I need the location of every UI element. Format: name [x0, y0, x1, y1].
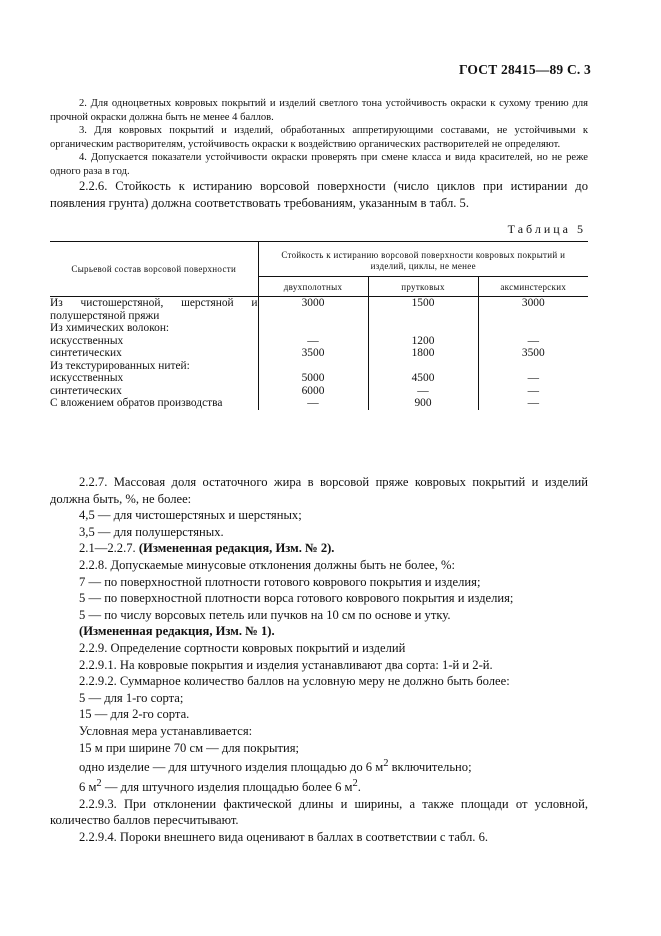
col-header-axminster: аксминстерских — [478, 277, 588, 297]
superscript: 2 — [352, 777, 358, 789]
cell-two-piece — [258, 372, 368, 397]
cell-value: — — [527, 372, 539, 384]
amendment-note-2 — [50, 540, 588, 557]
table-row — [50, 372, 588, 397]
cell-rod — [368, 372, 478, 397]
table-row — [50, 335, 588, 360]
amendment-label: (Измененная редакция, Изм. № 2). — [138, 541, 335, 556]
notes-block — [50, 97, 588, 178]
note-4: 4. Допускается показатели устойчивости окраски проверять при смене класса и вида красителей, но не реже одного раза в год. — [50, 152, 588, 177]
cell-value: 5000 — [301, 372, 325, 384]
amendment-label: (Измененная редакция, Изм. № 1). — [79, 624, 275, 639]
col-header-two-piece: двухполотных — [258, 277, 368, 297]
page-header: ГОСТ 28415—89 С. 3 — [458, 62, 591, 77]
clause-2-2-9-3: 2.2.9.3. При отклонении фактической длины и ширины, а также площади от условной, количество баллов пересчитывают. — [50, 796, 588, 828]
text-part: включительно; — [388, 760, 472, 775]
cell-axminster — [478, 335, 588, 360]
row-label: Из текстурированных нитей: — [50, 360, 258, 373]
note-3: 3. Для ковровых покрытий и изделий, обработанных аппретирующими составами, не устойчивыми к органическим растворителям, устойчивость окраски к воздействию органических растворителей не определяют. — [50, 125, 588, 150]
text-part: — для штучного изделия площадью более 6 м — [101, 780, 353, 795]
list-item: 5 — для 1-го сорта; — [79, 690, 184, 705]
clause-2-2-6-text: 2.2.6. Стойкость к истиранию ворсовой поверхности (число циклов при истирании до появления грунта) должна соответствовать требованиям, указанным в табл. 5. — [50, 179, 588, 210]
cell-two-piece — [258, 335, 368, 360]
table-row — [50, 397, 588, 410]
list-item: 5 — по поверхностной плотности ворса готового коврового покрытия и изделия; — [79, 591, 514, 606]
clause-2-2-9-1: 2.2.9.1. На ковровые покрытия и изделия устанавливают два сорта: 1-й и 2-й. — [79, 657, 493, 672]
cell-two-piece: 3000 — [301, 297, 325, 309]
clause-2-2-7: 2.2.7. Массовая доля остаточного жира в ворсовой пряже ковровых покрытий и изделий должна быть, %, не более: — [50, 475, 588, 506]
row-label-line: синтетических — [50, 384, 122, 397]
col-header-abrasion: Стойкость к истиранию ворсовой поверхности ковровых покрытий и изделий, циклы, не менее — [258, 242, 588, 277]
row-label-line: искусственных — [50, 334, 124, 347]
table-caption: Таблица 5 — [507, 222, 586, 236]
superscript: 2 — [383, 758, 389, 770]
amendment-note-1 — [50, 623, 588, 640]
cell-value: 3500 — [521, 347, 545, 359]
cell-value: — — [527, 334, 539, 347]
row-label-line: искусственных — [50, 372, 124, 384]
clauses-block — [50, 474, 588, 845]
cell-value: 1800 — [411, 347, 435, 359]
cell-two-piece: — — [307, 397, 319, 409]
row-label-line: синтетических — [50, 347, 122, 359]
cell-axminster — [478, 360, 588, 373]
table-row — [50, 360, 588, 373]
cell-axminster — [478, 372, 588, 397]
row-label: Из химических волокон: — [50, 322, 258, 335]
table-5 — [50, 241, 588, 410]
list-item: 3,5 — для полушерстяных. — [79, 524, 224, 539]
col-header-composition: Сырьевой состав ворсовой поверхности — [50, 242, 258, 297]
cell-value: 3500 — [301, 347, 325, 359]
list-item: 5 — по числу ворсовых петель или пучков на 10 см по основе и утку. — [79, 607, 451, 622]
text-part: одно изделие — для штучного изделия площадью до 6 м — [79, 760, 384, 775]
cell-rod — [368, 322, 478, 335]
list-item — [50, 776, 588, 796]
list-item: 15 — для 2-го сорта. — [79, 707, 190, 722]
cell-rod: 1500 — [368, 297, 478, 323]
row-label: С вложением обратов производства — [50, 397, 258, 410]
amendment-range: 2.1—2.2.7. — [79, 541, 136, 556]
clause-2-2-6 — [50, 178, 588, 212]
row-label — [50, 335, 258, 360]
clause-2-2-8: 2.2.8. Допускаемые минусовые отклонения должны быть не более, %: — [79, 557, 456, 572]
cell-value: 1200 — [411, 334, 435, 347]
cell-two-piece — [258, 360, 368, 373]
cell-value: — — [417, 384, 429, 397]
cell-value: 6000 — [301, 384, 325, 397]
cell-rod — [368, 335, 478, 360]
clause-2-2-9-4: 2.2.9.4. Пороки внешнего вида оценивают в баллах в соответствии с табл. 6. — [79, 829, 489, 844]
cell-axminster: — — [527, 397, 539, 409]
row-label: Из чистошерстяной, шерстяной и полушерстяной пряжи — [50, 297, 258, 322]
text-part: 6 м — [79, 780, 97, 795]
cell-rod — [368, 360, 478, 373]
cell-value: — — [527, 384, 539, 397]
text-part: . — [357, 780, 361, 795]
superscript: 2 — [96, 777, 102, 789]
cell-axminster: 3000 — [521, 297, 545, 309]
list-item: 7 — по поверхностной плотности готового коврового покрытия и изделия; — [79, 574, 481, 589]
col-header-rod: прутковых — [368, 277, 478, 297]
list-item: 4,5 — для чистошерстяных и шерстяных; — [79, 508, 302, 523]
cell-rod: 900 — [368, 397, 478, 410]
clause-2-2-9: 2.2.9. Определение сортности ковровых покрытий и изделий — [79, 640, 406, 655]
list-item — [50, 756, 588, 776]
cell-value: — — [307, 334, 319, 347]
cell-value: 4500 — [411, 372, 435, 384]
list-item: Условная мера устанавливается: — [79, 723, 253, 738]
clause-2-2-9-2: 2.2.9.2. Суммарное количество баллов на условную меру не должно быть более: — [79, 674, 510, 689]
table-row — [50, 297, 588, 323]
cell-two-piece — [258, 322, 368, 335]
row-label — [50, 372, 258, 397]
table-row — [50, 322, 588, 335]
list-item: 15 м при ширине 70 см — для покрытия; — [79, 740, 300, 755]
note-2: 2. Для одноцветных ковровых покрытий и изделий светлого тона устойчивость окраски к сухому трению для прочной окраски должна быть не менее 4 баллов. — [50, 98, 588, 123]
cell-axminster — [478, 322, 588, 335]
